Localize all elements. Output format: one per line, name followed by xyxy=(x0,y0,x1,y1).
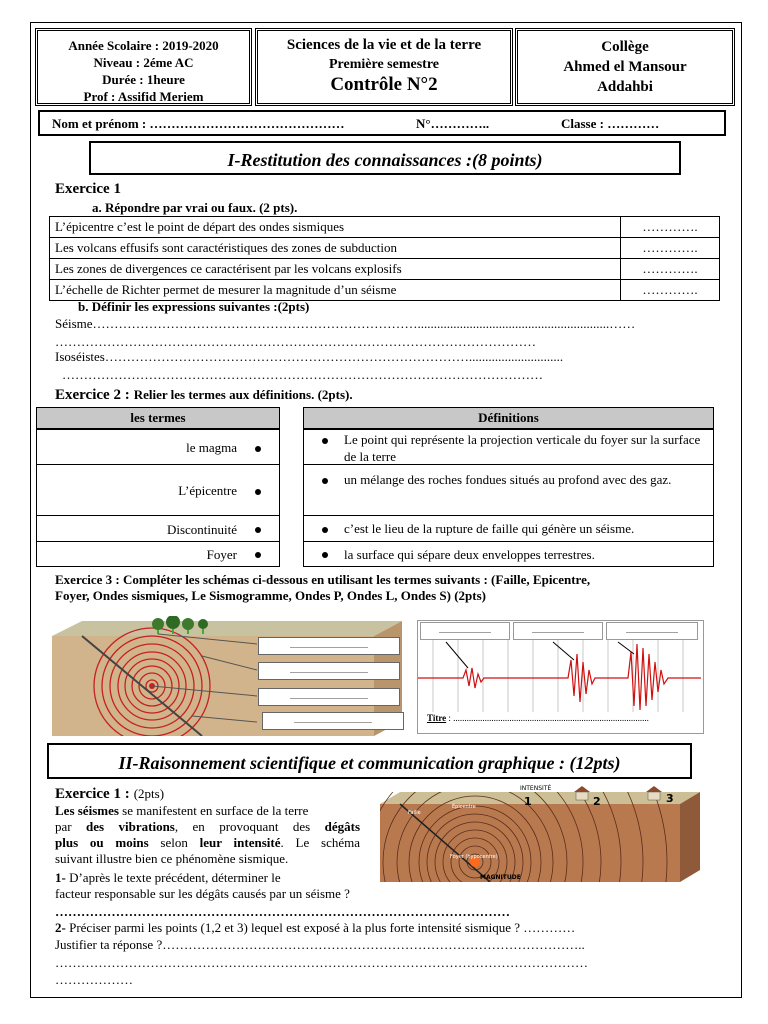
vf-statement: Les zones de divergences ce caractérisent par les volcans explosifs xyxy=(50,259,621,280)
term-label: Foyer xyxy=(206,547,237,562)
seismo-title-label: Titre xyxy=(427,713,447,723)
q1-text-2: facteur responsable sur les dégâts causés par un séisme ? xyxy=(55,886,350,901)
header-info-box xyxy=(35,28,252,106)
seismo-label-s[interactable]: .......................... xyxy=(513,622,603,640)
q1-number: 1- xyxy=(55,870,66,885)
header-title-box xyxy=(255,28,513,106)
point-1-label: 1 xyxy=(524,795,532,808)
faille-label: Faille xyxy=(408,810,421,816)
semester: Première semestre xyxy=(329,57,439,72)
p2-ex1-title: Exercice 1 : xyxy=(55,786,130,802)
definition-row xyxy=(304,541,713,568)
true-false-table xyxy=(49,216,720,301)
term-row xyxy=(37,541,279,568)
student-name-field[interactable]: Nom et prénom : ……………………………………… xyxy=(52,116,345,131)
intensity-diagram xyxy=(380,782,700,882)
student-number-field[interactable]: N°………….. xyxy=(416,116,490,131)
definitions-header: Définitions xyxy=(304,408,713,429)
ex2-title: Exercice 2 : xyxy=(55,387,130,403)
def-seisme-line[interactable]: Séisme…………………………………………………………………...........................................................…… xyxy=(55,316,636,331)
seismo-title-line[interactable] xyxy=(427,713,649,723)
q2-text-1: 2- Préciser parmi les points (1,2 et 3) lequel est exposé à la plus forte intensité sismique ? ………… xyxy=(55,920,576,935)
definition-row xyxy=(304,429,713,465)
def-isoseistes-line[interactable]: Isoséistes…………………………………………………………………………............................. xyxy=(55,349,564,364)
subject: Sciences de la vie et de la terre xyxy=(286,37,482,53)
vf-answer[interactable]: …………. xyxy=(621,259,720,280)
vf-statement: L’épicentre c’est le point de départ des ondes sismiques xyxy=(50,217,621,238)
diagram-label-3[interactable]: ....................................... xyxy=(258,688,400,706)
table-row xyxy=(50,238,720,259)
seismo-label-l[interactable]: .......................... xyxy=(606,622,698,640)
term-label: Discontinuité xyxy=(166,522,237,537)
part1-title: I-Restitution des connaissances :(8 points) xyxy=(89,141,681,175)
epicentre-label: Épicentre xyxy=(452,804,476,810)
definition-text: un mélange des roches fondues situés au profond avec des gaz. xyxy=(344,472,672,487)
school-name: Ahmed el Mansour xyxy=(563,59,687,75)
school-name-2: Addahbi xyxy=(597,79,653,95)
diagram-label-1[interactable]: ....................................... xyxy=(258,637,400,655)
vf-answer[interactable]: …………. xyxy=(621,238,720,259)
p2-ex1-paragraph: Les séismes se manifestent en surface de la terre par des vibrations, en provoquant des dégâts plus ou moins selon leur intensité. Le schéma suivant illustre bien ce phénomène sismique. xyxy=(55,803,361,866)
def-isoseistes-line-2[interactable]: ………………………………………………………………………………………………… xyxy=(62,367,543,382)
table-row xyxy=(50,217,720,238)
term-label: le magma xyxy=(186,440,237,455)
wave-arrows xyxy=(446,642,634,668)
connector-dot[interactable] xyxy=(255,489,261,495)
q1-text-1: 1- D’après le texte précédent, déterminer le xyxy=(55,870,281,885)
seismogram-trace xyxy=(418,640,701,712)
connector-dot[interactable] xyxy=(322,438,328,444)
definition-text: Le point qui représente la projection verticale du foyer sur la surface de la terre xyxy=(344,432,701,464)
definitions-table xyxy=(303,407,714,567)
teacher: Prof : Assifid Meriem xyxy=(83,89,204,104)
definition-row xyxy=(304,515,713,543)
def-seisme-line-2[interactable]: ………………………………………………………………………………………………… xyxy=(55,334,536,349)
definition-row xyxy=(304,464,713,516)
student-class-field[interactable]: Classe : ………… xyxy=(561,116,660,131)
connector-dot[interactable] xyxy=(322,552,328,558)
school-label: Collège xyxy=(601,39,649,55)
seismo-label-p[interactable]: .......................... xyxy=(420,622,510,640)
exam-title: Contrôle N°2 xyxy=(330,74,438,95)
vf-statement: L’échelle de Richter permet de mesurer la magnitude d’un séisme xyxy=(50,280,621,301)
connector-dot[interactable] xyxy=(255,552,261,558)
point-2-label: 2 xyxy=(593,795,601,808)
school-year: Année Scolaire : 2019-2020 xyxy=(68,38,219,53)
duration: Durée : 1heure xyxy=(102,72,185,87)
q2-answer-line-2[interactable]: ……………… xyxy=(55,972,133,987)
connector-dot[interactable] xyxy=(255,446,261,452)
block-side xyxy=(680,792,700,882)
definition-text: la surface qui sépare deux enveloppes terrestres. xyxy=(344,547,595,562)
q1-answer-line[interactable]: …………………………………………………………………………………………… xyxy=(55,904,510,919)
vf-answer[interactable]: …………. xyxy=(621,280,720,301)
terms-table xyxy=(36,407,280,567)
ex1-title: Exercice 1 xyxy=(55,181,121,197)
term-label: L’épicentre xyxy=(178,483,237,498)
term-row xyxy=(37,515,279,543)
ground-surface xyxy=(52,621,402,636)
foyer-label: Foyer (hypocentre) xyxy=(450,854,498,860)
diagram-label-2[interactable]: ....................................... xyxy=(258,662,400,680)
ex2-heading xyxy=(55,386,353,404)
level: Niveau : 2éme AC xyxy=(93,55,194,70)
p2-ex1-points: (2pts) xyxy=(133,786,165,801)
terms-header: les termes xyxy=(37,408,279,429)
seismo-title-dots[interactable]: : ....................................................................................... xyxy=(448,713,649,723)
q2-number: 2- xyxy=(55,920,66,935)
ex3-instruction-1: Exercice 3 : Compléter les schémas ci-dessous en utilisant les termes suivants : (Faille, Epicentre, xyxy=(55,572,591,587)
ex1-a-instruction: a. Répondre par vrai ou faux. (2 pts). xyxy=(92,200,298,215)
connector-dot[interactable] xyxy=(322,527,328,533)
vf-statement: Les volcans effusifs sont caractéristiques des zones de subduction xyxy=(50,238,621,259)
part2-title: II-Raisonnement scientifique et communication graphique : (12pts) xyxy=(47,743,692,779)
ex2-instruction: Relier les termes aux définitions. (2pts). xyxy=(133,387,353,402)
student-info-box xyxy=(38,110,726,136)
connector-dot[interactable] xyxy=(322,478,328,484)
term-row xyxy=(37,464,279,516)
point-3-label: 3 xyxy=(666,792,674,805)
magnitude-label: MAGNITUDE xyxy=(480,874,521,881)
definition-text: c’est le lieu de la rupture de faille qui génère un séisme. xyxy=(344,521,635,536)
intensity-label: INTENSITÉ xyxy=(520,785,552,792)
diagram-label-4[interactable]: ....................................... xyxy=(262,712,404,730)
term-row xyxy=(37,429,279,465)
header-school-box xyxy=(515,28,735,106)
q2-text-2[interactable]: Justifier ta réponse ?…………………………………………………………………………………….. xyxy=(55,937,585,952)
seismic-signal xyxy=(418,644,701,710)
ex1-b-instruction: b. Définir les expressions suivantes :(2pts) xyxy=(78,299,310,314)
connector-dot[interactable] xyxy=(255,527,261,533)
table-row xyxy=(50,259,720,280)
q2-answer-line-1[interactable]: …………………………………………………………………………………………………………… xyxy=(55,955,588,970)
table-row xyxy=(50,280,720,301)
vf-answer[interactable]: …………. xyxy=(621,217,720,238)
ex3-instruction-2: Foyer, Ondes sismiques, Le Sismogramme, Ondes P, Ondes L, Ondes S) (2pts) xyxy=(55,588,486,603)
p2-ex1-heading xyxy=(55,785,164,803)
